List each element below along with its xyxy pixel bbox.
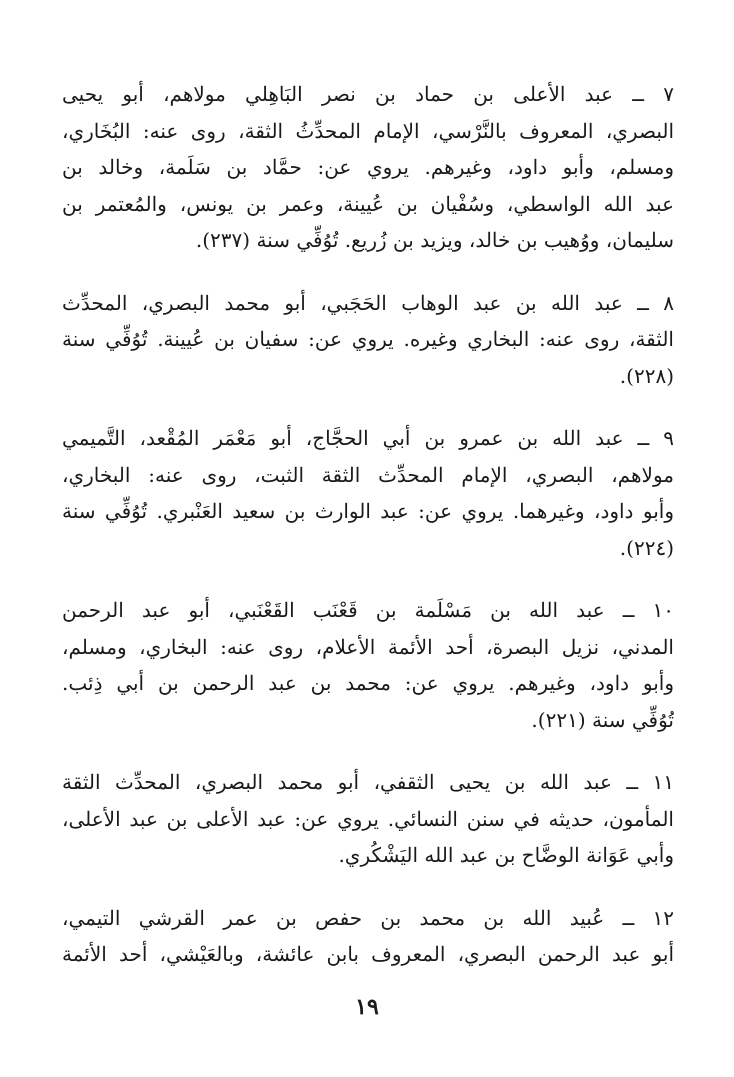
text-line: أبو عبد الرحمن البصري، المعروف بابن عائشة، وبالعَيْشي، أحد الأئمة [62,942,674,966]
text-line: ومسلم، وأبو داود، وغيرهم. يروي عن: حمَّاد بن سَلَمة، وخالد بن [62,155,674,179]
paragraph-gap [62,394,674,420]
text-line: تُوُفِّي سنة (٢٢١). [531,707,674,732]
text-line: عبد الله الواسطي، وسُفْيان بن عُيينة، وعمر بن يونس، والمُعتمر بن [62,191,674,216]
text-line: ١١ ــ عبد الله بن يحيى الثقفي، أبو محمد البصري، المحدِّث الثقة [62,770,674,794]
text-line: ٨ ــ عبد الله بن عبد الوهاب الحَجَبي، أبو محمد البصري، المحدِّث [62,290,674,315]
text-line: وأبي عَوَانة الوضَّاح بن عبد الله اليَشْكُري. [338,843,674,867]
entry-8 [62,285,674,395]
text-line: المدني، نزيل البصرة، أحد الأئمة الأعلام، روى عنه: البخاري، ومسلم، [62,634,674,659]
text-line: ٩ ــ عبد الله بن عمرو بن أبي الحجَّاج، أبو مَعْمَر المُقْعد، التَّميمي [62,426,674,450]
text-line: ٧ ــ عبد الأعلى بن حماد بن نصر البَاهِلي مولاهم، أبو يحيى [62,82,674,106]
entry-9 [62,420,674,566]
text-line: البصري، المعروف بالنَّرْسي، الإمام المحدِّثُ الثقة، روى عنه: البُخَاري، [62,118,674,143]
paragraph-gap [62,738,674,764]
paragraph-gap [62,874,674,900]
entry-11 [62,764,674,874]
text-line: الثقة، روى عنه: البخاري وغيره. يروي عن: سفيان بن عُيينة. تُوُفِّي سنة [62,327,674,351]
page-number: ١٩ [355,994,379,1020]
text-line: وأبو داود، وغيرهما. يروي عن: عبد الوارث بن سعيد العَنْبري. تُوُفِّي سنة [62,499,674,523]
text-line: (٢٢٤). [619,535,674,560]
entry-7 [62,76,674,259]
text-line: ١٠ ــ عبد الله بن مَسْلَمة بن قَعْنَب القَعْنَبي، أبو عبد الرحمن [62,598,674,622]
paragraph-gap [62,566,674,592]
body-text [62,76,674,973]
text-line: المأمون، حديثه في سنن النسائي. يروي عن: عبد الأعلى بن عبد الأعلى، [62,806,674,831]
text-line: وأبو داود، وغيرهم. يروي عن: محمد بن عبد الرحمن بن أبي ذِئب. [62,671,674,695]
entry-10 [62,592,674,738]
text-line: سليمان، ووُهيب بن خالد، ويزيد بن زُريع. تُوُفِّي سنة (٢٣٧). [195,228,674,252]
entry-12 [62,900,674,973]
text-line: (٢٢٨). [619,363,674,388]
text-line: مولاهم، البصري، الإمام المحدِّث الثقة الثبت، روى عنه: البخاري، [62,462,674,487]
text-line: ١٢ ــ عُبيد الله بن محمد بن حفص بن عمر القرشي التيمي، [62,905,674,930]
paragraph-gap [62,259,674,285]
